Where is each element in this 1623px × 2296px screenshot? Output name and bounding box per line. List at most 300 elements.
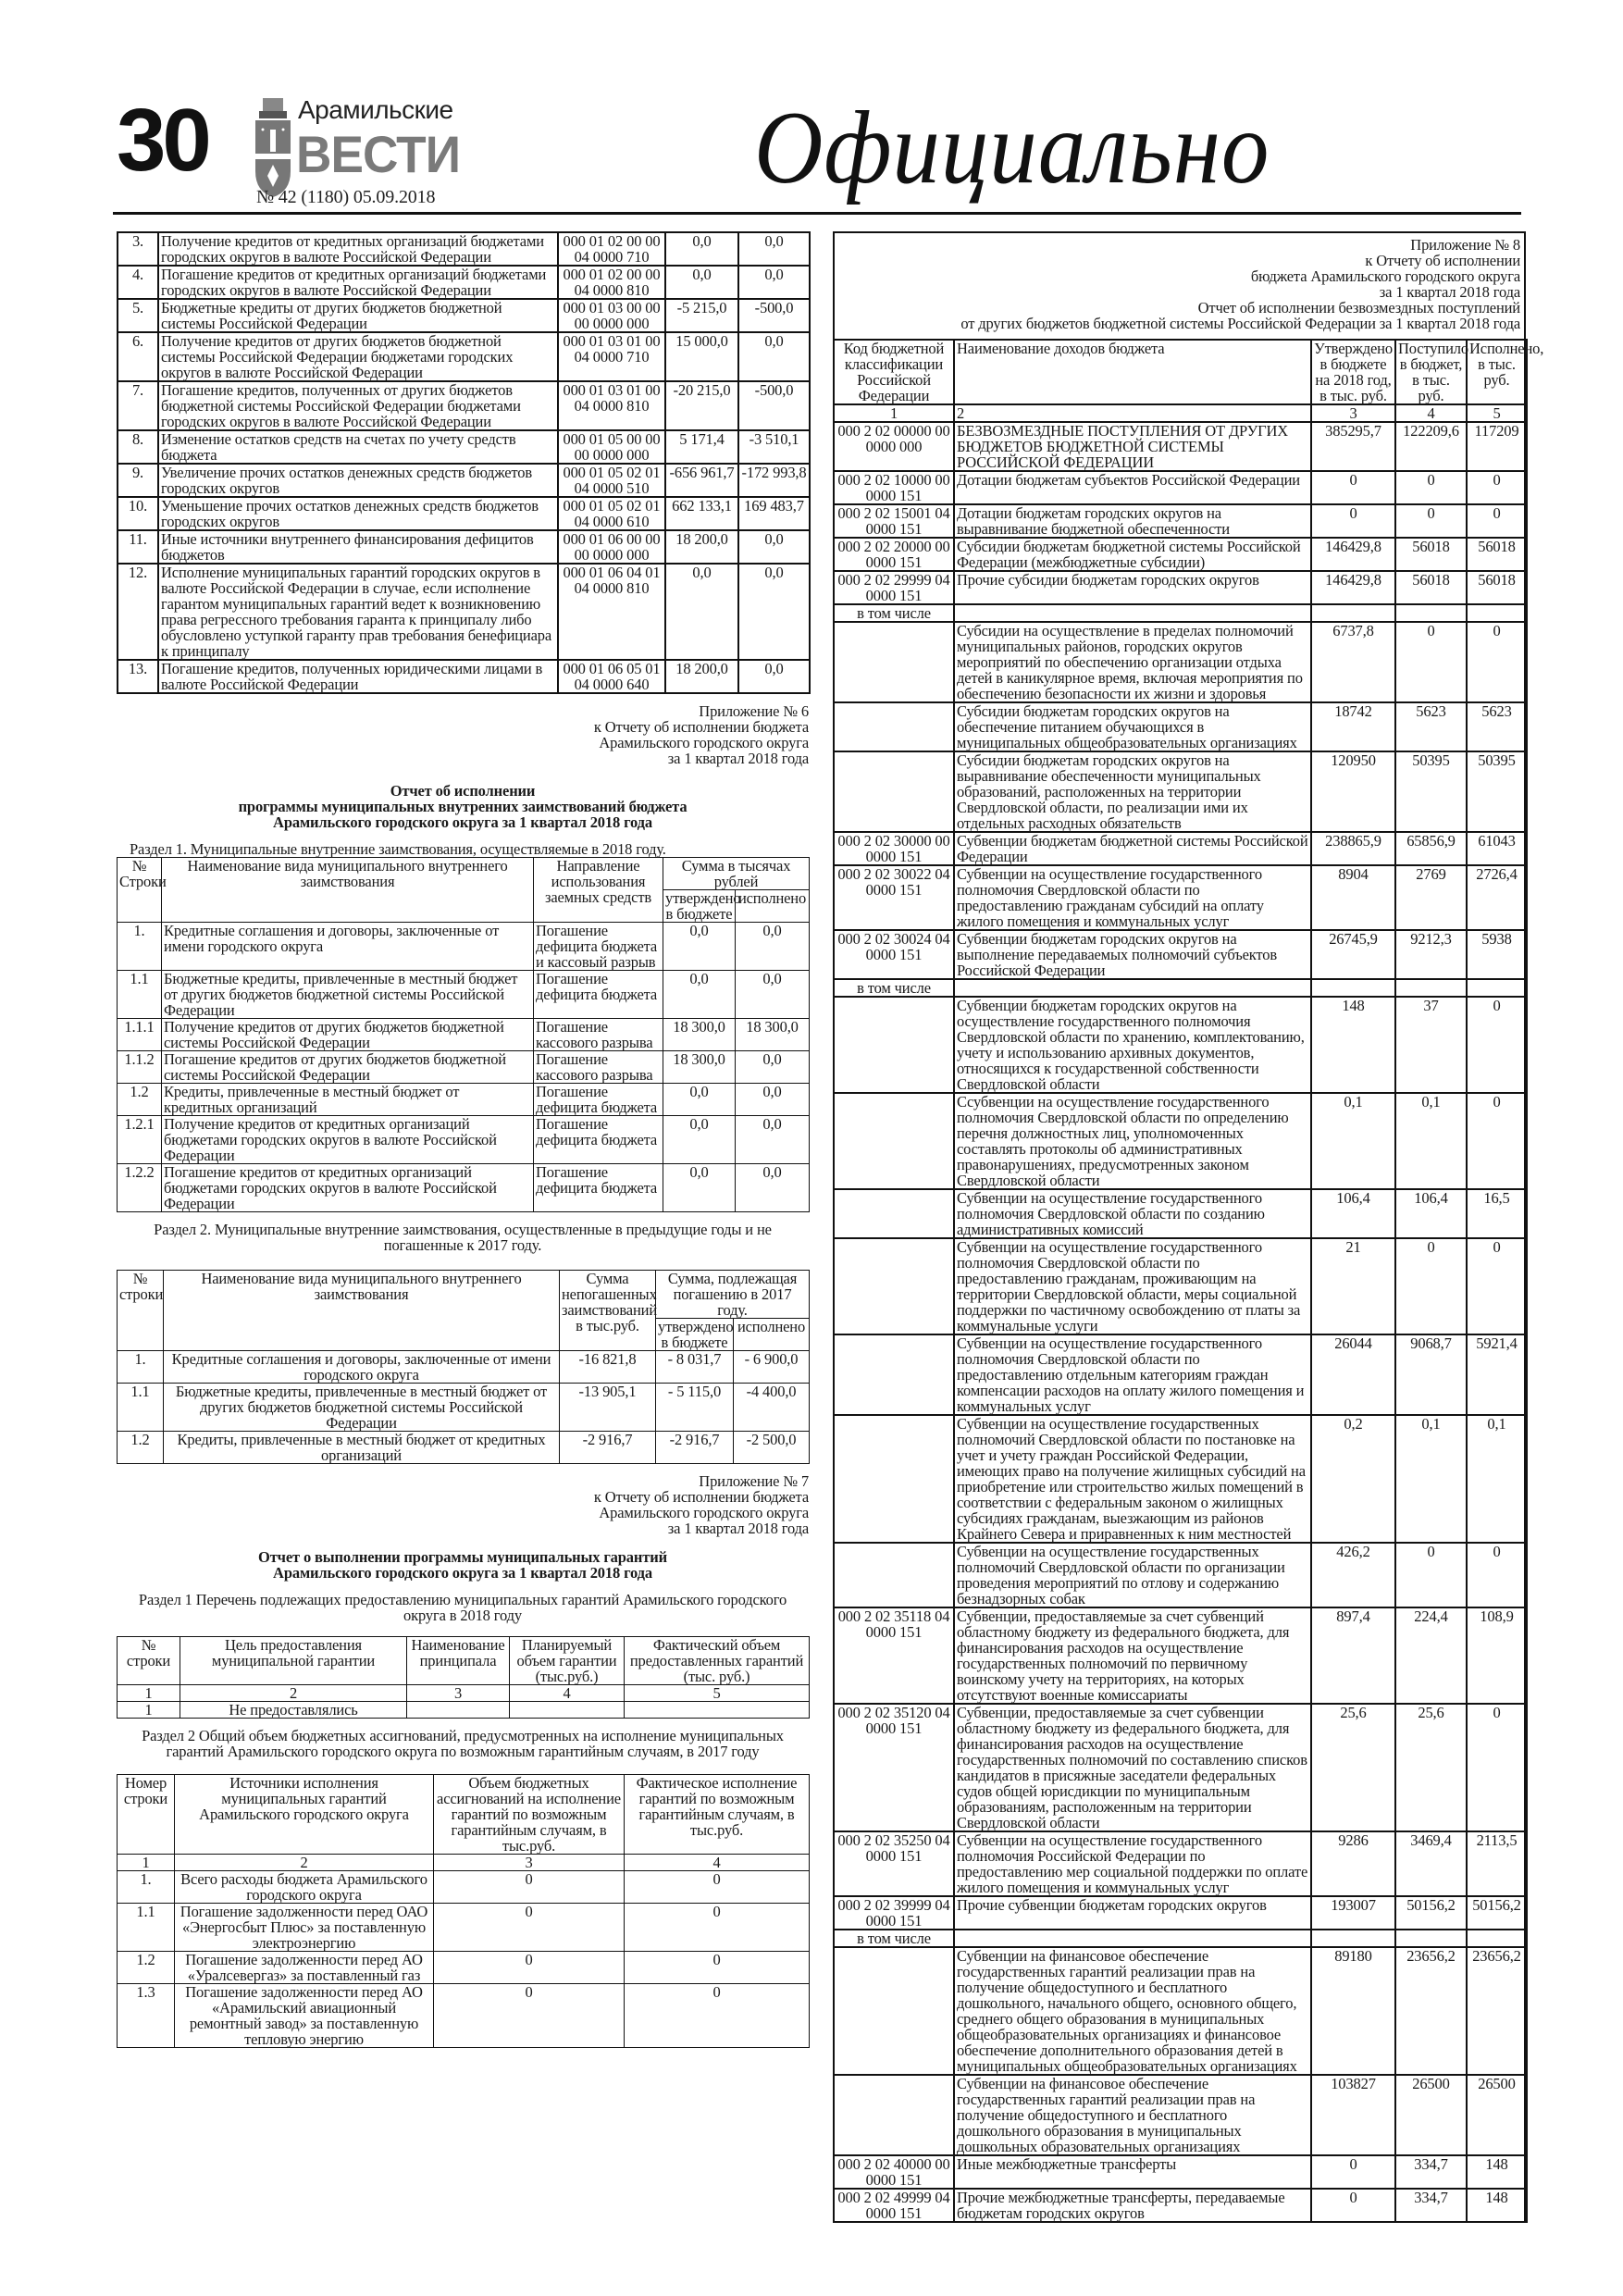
- col-header-num: № строки: [118, 1637, 180, 1685]
- cell-name: 2: [954, 404, 1311, 422]
- cell-code: 000 01 03 01 00 04 0000 710: [558, 332, 665, 381]
- cell-v4: 2769: [1395, 865, 1467, 930]
- cell-b: -2 916,7: [656, 1432, 734, 1464]
- cell-v5: 0: [1467, 1093, 1527, 1189]
- cell-name: Субвенции на финансовое обеспечение государственных гарантий реализации прав на получение общедоступного и бесплатного дошкольного образования в муниципальных дошкольных образовательных организациях: [954, 2075, 1311, 2155]
- cell-v4: 0: [1395, 1238, 1467, 1334]
- cell-desc: Исполнение муниципальных гарантий городских округов в валюте Российской Федерации в случае, если исполнение гарантом муниципальных гарантий ведет к возникновению права регрессного требования гаранта к принципалу либо обусловлено уступкой гаранту прав требования бенефициара к принципалу: [158, 564, 558, 660]
- table-row: [118, 923, 810, 971]
- cell-a: 662 133,1: [665, 497, 738, 530]
- cell-v3: 26745,9: [1311, 930, 1395, 979]
- appendix-8-caption: [835, 233, 1524, 339]
- col-header-received: Поступило в бюджет, в тыс. руб.: [1395, 340, 1467, 404]
- cell-c: -2 500,0: [734, 1432, 810, 1464]
- cell-name: Субвенции на осуществление государственного полномочия Свердловской области по созданию административных комиссий: [954, 1189, 1311, 1238]
- table-row: [834, 832, 1527, 865]
- cell-b: 0,0: [736, 1164, 810, 1212]
- cell-v3: 193007: [1311, 1896, 1395, 1930]
- cell-v5: 148: [1467, 2155, 1527, 2189]
- cell-a: -5 215,0: [665, 299, 738, 332]
- cell-desc: Погашение задолженности перед АО «Уралсевергаз» за поставленный газ: [175, 1952, 434, 1984]
- cell-n: 1: [118, 1702, 180, 1719]
- borrowings-2018-table: [117, 857, 810, 1212]
- cell-code: 000 2 02 30024 04 0000 151: [834, 930, 954, 979]
- cell-name: Субвенции, предоставляемые за счет субвенции областному бюджету из федерального бюджета, для финансирования расходов на осуществление государственных полномочий по составлению списков кандидатов в присяжные заседатели федеральных судов общей юрисдикции по муниципальным образованиям, расположенным на территории Свердловской области: [954, 1704, 1311, 1831]
- cell-v3: 26044: [1311, 1334, 1395, 1415]
- cell-v3: 0: [1311, 471, 1395, 504]
- cell-code: 000 2 02 10000 00 0000 151: [834, 471, 954, 504]
- cell-n: 12.: [118, 564, 158, 660]
- cell-v5: 5623: [1467, 702, 1527, 751]
- report-title: [117, 1549, 809, 1581]
- cell-n: 1.: [118, 923, 162, 971]
- table-row: [834, 1607, 1527, 1704]
- cell-name: Дотации бюджетам субъектов Российской Федерации: [954, 471, 1311, 504]
- cell-b: 0: [625, 1952, 810, 1984]
- cell-v4: 9068,7: [1395, 1334, 1467, 1415]
- cell-dir: Погашение дефицита бюджета: [534, 1084, 663, 1116]
- cell-name: Прочие субсидии бюджетам городских округов: [954, 571, 1311, 604]
- cell-code: [834, 1415, 954, 1543]
- cell-name: Субвенции на осуществление государственных полномочий Свердловской области по организации проведения мероприятий по отлову и содержанию безнадзорных собак: [954, 1543, 1311, 1607]
- cell-n: 13.: [118, 660, 158, 693]
- cell-v4: 26500: [1395, 2075, 1467, 2155]
- cell-desc: Погашение задолженности перед АО «Арамильский авиационный ремонтный завод» за поставленную тепловую энергию: [175, 1984, 434, 2048]
- title-line: Отчет о выполнении программы муниципальных гарантий: [258, 1548, 667, 1566]
- cell-v5: [1467, 1930, 1527, 1947]
- col-header-name: Наименование вида муниципального внутреннего заимствования: [164, 1271, 560, 1351]
- cell-dir: Погашение дефицита бюджета: [534, 1116, 663, 1164]
- cell-v3: 0: [1311, 504, 1395, 538]
- appendix-line: Приложение № 7: [699, 1472, 809, 1490]
- cell-desc: Бюджетные кредиты от других бюджетов бюджетной системы Российской Федерации: [158, 299, 558, 332]
- title-line: Арамильского городского округа за 1 квартал 2018 года: [273, 1564, 652, 1582]
- cell-v5: 5938: [1467, 930, 1527, 979]
- cell-n: 9.: [118, 464, 158, 497]
- col-header-allocations: Объем бюджетных ассигнований на исполнение гарантий по возможным гарантийным случаям, в тыс.руб.: [434, 1775, 625, 1855]
- table-row: [118, 1384, 810, 1432]
- table-row: [118, 1164, 810, 1212]
- cell-name: Прочие межбюджетные трансферты, передаваемые бюджетам городских округов: [954, 2189, 1311, 2222]
- cell-code: 000 2 02 00000 00 0000 000: [834, 422, 954, 471]
- cell-v5: 56018: [1467, 571, 1527, 604]
- cell-code: в том числе: [834, 604, 954, 622]
- col-header-name: Наименование вида муниципального внутреннего заимствования: [162, 858, 534, 923]
- cell-v3: 21: [1311, 1238, 1395, 1334]
- cell-code: 000 2 02 29999 04 0000 151: [834, 571, 954, 604]
- col-header-executed: Исполнено, в тыс. руб.: [1467, 340, 1527, 404]
- cell-v3: 9286: [1311, 1831, 1395, 1896]
- cell-n: 1.1.1: [118, 1019, 162, 1051]
- table-row: [834, 930, 1527, 979]
- cell-v3: [1311, 1930, 1395, 1947]
- cell-code: 000 2 02 39999 04 0000 151: [834, 1896, 954, 1930]
- cell-v5: 108,9: [1467, 1607, 1527, 1704]
- cell-v4: 56018: [1395, 538, 1467, 571]
- cell-v3: 18742: [1311, 702, 1395, 751]
- cell-n: 1.2: [118, 1952, 175, 1984]
- cell-v4: 3469,4: [1395, 1831, 1467, 1896]
- table-row: [118, 1855, 810, 1871]
- table-row: [118, 232, 810, 266]
- cell-v4: 0: [1395, 622, 1467, 702]
- appendix-line: Приложение № 8: [1410, 236, 1520, 254]
- table-row: [118, 497, 810, 530]
- cell-a: 0: [434, 1984, 625, 2048]
- cell-v5: 5921,4: [1467, 1334, 1527, 1415]
- cell-v3: 103827: [1311, 2075, 1395, 2155]
- section-heading: Раздел 2 Общий объем бюджетных ассигнований, предусмотренных на исполнение муниципальных гарантий Арамильского городского округа по возможным гарантийным случаям, в 2017 году: [142, 1727, 784, 1760]
- cell-name: Субвенции на финансовое обеспечение государственных гарантий реализации прав на получение общедоступного и бесплатного дошкольного, начального общего, основного общего, среднего общего образования в муниципальных общеобразовательных организациях и финансовое обеспечение дополнительного образования детей в муниципальных общеобразовательных организациях: [954, 1947, 1311, 2075]
- newspaper-name-top: Арамильские: [298, 95, 453, 124]
- appendix-line: за 1 квартал 2018 года: [667, 1520, 809, 1537]
- cell-code: 000 01 02 00 00 04 0000 810: [558, 266, 665, 299]
- title-line: Арамильского городского округа за 1 квартал 2018 года: [273, 813, 652, 831]
- cell-desc: Изменение остатков средств на счетах по учету средств бюджета: [158, 430, 558, 464]
- cell-v3: 146429,8: [1311, 571, 1395, 604]
- cell-a: -13 905,1: [560, 1384, 656, 1432]
- table-row: [834, 2155, 1527, 2189]
- newspaper-name-main: ВЕСТИ: [296, 125, 460, 183]
- appendix-8: [833, 231, 1544, 2223]
- cell-a: 0,0: [665, 232, 738, 266]
- appendix-7-caption: [117, 1473, 809, 1536]
- cell-a: 0: [434, 1904, 625, 1952]
- cell-name: [954, 979, 1311, 997]
- cell-b: - 5 115,0: [656, 1384, 734, 1432]
- table-row: [834, 571, 1527, 604]
- col-header-approved: утверждено в бюджете: [663, 890, 736, 923]
- cell-a: 18 300,0: [663, 1051, 736, 1084]
- cell-v5: 5: [1467, 404, 1527, 422]
- cell-desc: Уменьшение прочих остатков денежных средств бюджетов городских округов: [158, 497, 558, 530]
- cell-v5: 23656,2: [1467, 1947, 1527, 2075]
- cell-code: [834, 997, 954, 1093]
- cell-name: Субвенции на осуществление государственных полномочий Свердловской области по постановке на учет и учету граждан Российской Федерации, имеющих право на получение жилищных субсидий на приобретение или строительство жилых помещений в соответствии с федеральным законом о жилищных субсидиях гражданам, выезжающим из районов Крайнего Севера и приравненных к ним местностей: [954, 1415, 1311, 1543]
- title-line: программы муниципальных внутренних заимствований бюджета: [238, 798, 688, 815]
- cell-n: 1.1: [118, 1904, 175, 1952]
- cell-b: - 8 031,7: [656, 1351, 734, 1384]
- cell-desc: Бюджетные кредиты, привлеченные в местный бюджет от других бюджетов бюджетной системы Российской Федерации: [162, 971, 534, 1019]
- col-header-planned: Планируемый объем гарантии (тыс.руб.): [510, 1637, 625, 1685]
- table-row: [834, 979, 1527, 997]
- cell-desc: 2: [175, 1855, 434, 1871]
- cell-b: 0,0: [736, 1084, 810, 1116]
- cell-code: 000 2 02 30000 00 0000 151: [834, 832, 954, 865]
- header-divider: [113, 212, 1521, 215]
- col-header-approved: утверждено в бюджете: [656, 1319, 734, 1351]
- cell-v5: [1467, 604, 1527, 622]
- cell-code: [834, 1189, 954, 1238]
- col-header-num: № строки: [118, 1271, 164, 1351]
- table-row: [118, 1084, 810, 1116]
- table-row: [118, 660, 810, 693]
- cell-v4: 224,4: [1395, 1607, 1467, 1704]
- cell-code: [834, 2075, 954, 2155]
- table-row: [118, 1952, 810, 1984]
- cell-v3: 0: [1311, 2189, 1395, 2222]
- cell-code: 000 01 05 02 01 04 0000 610: [558, 497, 665, 530]
- appendix-line: Арамильского городского округа: [599, 734, 809, 751]
- cell-dir: Погашение дефицита бюджета: [534, 971, 663, 1019]
- cell-a: -20 215,0: [665, 381, 738, 430]
- table-row: [834, 1896, 1527, 1930]
- cell-code: в том числе: [834, 1930, 954, 1947]
- cell-desc: Погашение кредитов от кредитных организаций бюджетами городских округов в валюте Российской Федерации: [162, 1164, 534, 1212]
- cell-b: -500,0: [738, 299, 810, 332]
- cell-code: 000 01 03 01 00 04 0000 810: [558, 381, 665, 430]
- table-row: [118, 1904, 810, 1952]
- cell-v4: 0: [1395, 504, 1467, 538]
- cell-b: 0,0: [738, 660, 810, 693]
- cell-v5: 50156,2: [1467, 1896, 1527, 1930]
- table-row: [834, 1334, 1527, 1415]
- col-header-approved: Утверждено в бюджете на 2018 год, в тыс. руб.: [1311, 340, 1395, 404]
- cell-v4: 0,1: [1395, 1093, 1467, 1189]
- table-row: [834, 404, 1527, 422]
- cell-v3: [1311, 979, 1395, 997]
- appendix-6-caption: [117, 703, 809, 766]
- cell-desc: Кредитные соглашения и договоры, заключенные от имени городского округа: [164, 1351, 560, 1384]
- table-row: [834, 751, 1527, 832]
- cell-n: 1.3: [118, 1984, 175, 2048]
- section-title: Официально: [754, 91, 1270, 205]
- cell-desc: Погашение кредитов от других бюджетов бюджетной системы Российской Федерации: [162, 1051, 534, 1084]
- cell-code: [834, 702, 954, 751]
- cell-v5: 0: [1467, 997, 1527, 1093]
- table-row: [834, 1189, 1527, 1238]
- cell-n: 1.: [118, 1351, 164, 1384]
- col-header-sum: Сумма в тысячах рублей: [663, 858, 810, 890]
- cell-b: 0,0: [738, 530, 810, 564]
- table-row: [834, 1238, 1527, 1334]
- cell-b: 0,0: [738, 232, 810, 266]
- cell-v5: 0: [1467, 504, 1527, 538]
- cell-dir: Погашение кассового разрыва: [534, 1019, 663, 1051]
- cell-v4: 0: [1395, 471, 1467, 504]
- table-row: [118, 430, 810, 464]
- cell-a: 0,0: [665, 564, 738, 660]
- cell-name: Прочие субвенции бюджетам городских округов: [954, 1896, 1311, 1930]
- col-header-num: № Строки: [118, 858, 162, 923]
- table-row: [834, 1543, 1527, 1607]
- cell-a: 0: [434, 1952, 625, 1984]
- cell-v5: 0: [1467, 1704, 1527, 1831]
- appendix-line: Арамильского городского округа: [599, 1504, 809, 1521]
- cell-a: 18 300,0: [663, 1019, 736, 1051]
- cell-desc: Кредиты, привлеченные в местный бюджет от кредитных организаций: [164, 1432, 560, 1464]
- cell-v5: 56018: [1467, 538, 1527, 571]
- table-row: [118, 464, 810, 497]
- col-header-purpose: Цель предоставления муниципальной гарантии: [180, 1637, 407, 1685]
- cell-name: Субвенции бюджетам бюджетной системы Российской Федерации: [954, 832, 1311, 865]
- cell-desc: Погашение задолженности перед ОАО «Энергосбыт Плюс» за поставленную электроэнергию: [175, 1904, 434, 1952]
- col-header-executed: исполнено: [736, 890, 810, 923]
- cell-a: 3: [434, 1855, 625, 1871]
- appendix-7: [117, 1473, 809, 2048]
- cell-c: - 6 900,0: [734, 1351, 810, 1384]
- cell-b: -172 993,8: [738, 464, 810, 497]
- cell-name: Субвенции бюджетам городских округов на осуществление государственного полномочия Свердловской области по хранению, комплектованию, учету и использованию архивных документов, относящихся к государственной собственности Свердловской области: [954, 997, 1311, 1093]
- cell-code: 000 2 02 40000 00 0000 151: [834, 2155, 954, 2189]
- cell-v5: 0,1: [1467, 1415, 1527, 1543]
- cell-b: -500,0: [738, 381, 810, 430]
- cell-a: 0,0: [665, 266, 738, 299]
- table-row: [834, 2189, 1527, 2222]
- table-row: [118, 1685, 810, 1702]
- cell-v3: 238865,9: [1311, 832, 1395, 865]
- cell-v5: 0: [1467, 1543, 1527, 1607]
- cell-n: 4.: [118, 266, 158, 299]
- cell-desc: Увеличение прочих остатков денежных средств бюджетов городских округов: [158, 464, 558, 497]
- cell-code: [834, 1947, 954, 2075]
- cell-desc: Не предоставлялись: [180, 1702, 407, 1719]
- cell-desc: Получение кредитов от кредитных организаций бюджетами городских округов в валюте Российской Федерации: [162, 1116, 534, 1164]
- cell-v3: 385295,7: [1311, 422, 1395, 471]
- cell-v5: 148: [1467, 2189, 1527, 2222]
- section-heading: Раздел 1. Муниципальные внутренние заимствования, осуществляемые в 2018 году.: [130, 840, 666, 858]
- cell-v5: 117209: [1467, 422, 1527, 471]
- cell-v4: 334,7: [1395, 2189, 1467, 2222]
- cell-desc: Получение кредитов от кредитных организаций бюджетами городских округов в валюте Российской Федерации: [158, 232, 558, 266]
- cell-v4: 23656,2: [1395, 1947, 1467, 2075]
- cell-c: -4 400,0: [734, 1384, 810, 1432]
- table-row: [834, 604, 1527, 622]
- guarantee-allocations-table: [117, 1774, 810, 2048]
- cell-n: 1: [118, 1855, 175, 1871]
- table-row: [834, 1831, 1527, 1896]
- cell-n: 1.2.2: [118, 1164, 162, 1212]
- col-header-code: Код бюджетной классификации Российской Федерации: [834, 340, 954, 404]
- cell-v3: 25,6: [1311, 1704, 1395, 1831]
- left-column: [117, 231, 809, 2048]
- cell-desc: Бюджетные кредиты, привлеченные в местный бюджет от других бюджетов бюджетной системы Российской Федерации: [164, 1384, 560, 1432]
- cell-v5: 50395: [1467, 751, 1527, 832]
- cell-n: 3.: [118, 232, 158, 266]
- cell-v5: [1467, 979, 1527, 997]
- cell-name: Субсидии на осуществление в пределах полномочий муниципальных районов, городских округов мероприятий по обеспечению организации отдыха детей в каникулярное время, включая мероприятия по обеспечению безопасности их жизни и здоровья: [954, 622, 1311, 702]
- cell-v5: 2113,5: [1467, 1831, 1527, 1896]
- cell-b: 4: [625, 1855, 810, 1871]
- cell-v3: 0,1: [1311, 1093, 1395, 1189]
- cell-name: Субсидии бюджетам городских округов на обеспечение питанием обучающихся в муниципальных общеобразовательных организациях: [954, 702, 1311, 751]
- cell-v3: 106,4: [1311, 1189, 1395, 1238]
- cell-v4: [1395, 604, 1467, 622]
- col-header-actual: Фактическое исполнение гарантий по возможным гарантийным случаям, в тыс.руб.: [625, 1775, 810, 1855]
- col-header-name: Наименование доходов бюджета: [954, 340, 1311, 404]
- cell-b: 0,0: [738, 332, 810, 381]
- cell-name: Субвенции бюджетам городских округов на выполнение передаваемых полномочий субъектов Российской Федерации: [954, 930, 1311, 979]
- cell-b: -3 510,1: [738, 430, 810, 464]
- table-row: [834, 471, 1527, 504]
- table-row: [118, 1871, 810, 1904]
- cell-name: Субвенции на осуществление государственного полномочия Российской Федерации по предоставлению мер социальной поддержки по оплате жилого помещения и коммунальных услуг: [954, 1831, 1311, 1896]
- cell-v3: 6737,8: [1311, 622, 1395, 702]
- cell-desc: Всего расходы бюджета Арамильского городского округа: [175, 1871, 434, 1904]
- cell-b: 0: [625, 1984, 810, 2048]
- cell-v4: 5623: [1395, 702, 1467, 751]
- cell-a: -2 916,7: [560, 1432, 656, 1464]
- cell-code: 000 2 02 20000 00 0000 151: [834, 538, 954, 571]
- cell-v4: 0,1: [1395, 1415, 1467, 1543]
- cell-v4: 0: [1395, 1543, 1467, 1607]
- table-row: [834, 1704, 1527, 1831]
- cell-code: [834, 622, 954, 702]
- table-row: [834, 538, 1527, 571]
- table-row: [834, 1093, 1527, 1189]
- cell-n: 1.1: [118, 1384, 164, 1432]
- table-row: [834, 702, 1527, 751]
- cell-code: [834, 1334, 954, 1415]
- cell-a: 15 000,0: [665, 332, 738, 381]
- issue-number-date: № 42 (1180) 05.09.2018: [256, 187, 436, 207]
- appendix-line: Отчет об исполнении безвозмездных поступлений: [1197, 299, 1520, 316]
- cell-name: Дотации бюджетам городских округов на выравнивание бюджетной обеспеченности: [954, 504, 1311, 538]
- cell-b: 169 483,7: [738, 497, 810, 530]
- table-row: [118, 299, 810, 332]
- cell-v4: 56018: [1395, 571, 1467, 604]
- cell-v4: 9212,3: [1395, 930, 1467, 979]
- cell-desc: Получение кредитов от других бюджетов бюджетной системы Российской Федерации: [162, 1019, 534, 1051]
- cell-name: Иные межбюджетные трансферты: [954, 2155, 1311, 2189]
- cell-n: 8.: [118, 430, 158, 464]
- cell-v3: 0: [1311, 2155, 1395, 2189]
- appendix-line: бюджета Арамильского городского округа: [1250, 267, 1520, 285]
- cell-v4: 122209,6: [1395, 422, 1467, 471]
- gratuitous-receipts-table: [833, 339, 1544, 2223]
- borrowings-previous-years-table: [117, 1270, 810, 1464]
- cell-n: 1.1: [118, 971, 162, 1019]
- cell-v3: 8904: [1311, 865, 1395, 930]
- cell-desc: Кредитные соглашения и договоры, заключенные от имени городского округа: [162, 923, 534, 971]
- table-row: [834, 622, 1527, 702]
- cell-desc: 2: [180, 1685, 407, 1702]
- col-header-actual: Фактический объем предоставленных гарантий (тыс. руб.): [625, 1637, 810, 1685]
- cell-desc: Погашение кредитов, полученных от других бюджетов бюджетной системы Российской Федерации бюджетами городских округов в валюте Российской Федерации: [158, 381, 558, 430]
- cell-name: Субвенции на осуществление государственного полномочия Свердловской области по предоставлению гражданам, проживающим на территории Свердловской области, меры социальной поддержки по частичному освобождению от платы за коммунальные услуги: [954, 1238, 1311, 1334]
- cell-v5: 0: [1467, 471, 1527, 504]
- cell-desc: Иные источники внутреннего финансирования дефицитов бюджетов: [158, 530, 558, 564]
- table-row: [118, 1019, 810, 1051]
- cell-n: 1.2.1: [118, 1116, 162, 1164]
- cell-v4: [1395, 1930, 1467, 1947]
- table-row: [118, 971, 810, 1019]
- cell-code: [834, 1543, 954, 1607]
- cell-b: 0,0: [736, 1116, 810, 1164]
- appendix-line: от других бюджетов бюджетной системы Российской Федерации за 1 квартал 2018 года: [960, 315, 1520, 332]
- guarantees-list-table: [117, 1636, 810, 1719]
- cell-code: в том числе: [834, 979, 954, 997]
- col-header-executed: исполнено: [734, 1319, 810, 1351]
- cell-n: 1.2: [118, 1084, 162, 1116]
- appendix-line: к Отчету об исполнении: [1365, 252, 1520, 269]
- cell-v4: 65856,9: [1395, 832, 1467, 865]
- page-number: 30: [117, 91, 208, 190]
- col-header-num: Номер строки: [118, 1775, 175, 1855]
- cell-b: 0: [625, 1871, 810, 1904]
- table-row: [118, 332, 810, 381]
- cell-desc: Получение кредитов от других бюджетов бюджетной системы Российской Федерации бюджетами городских округов в валюте Российской Федерации: [158, 332, 558, 381]
- cell-code: [834, 751, 954, 832]
- table-row: [834, 1930, 1527, 1947]
- table-row: [118, 564, 810, 660]
- cell-code: 000 01 06 04 01 04 0000 810: [558, 564, 665, 660]
- cell-code: 000 2 02 35250 04 0000 151: [834, 1831, 954, 1896]
- table-row: [834, 2075, 1527, 2155]
- cell-v3: 897,4: [1311, 1607, 1395, 1704]
- cell-v4: 106,4: [1395, 1189, 1467, 1238]
- table-row: [118, 1432, 810, 1464]
